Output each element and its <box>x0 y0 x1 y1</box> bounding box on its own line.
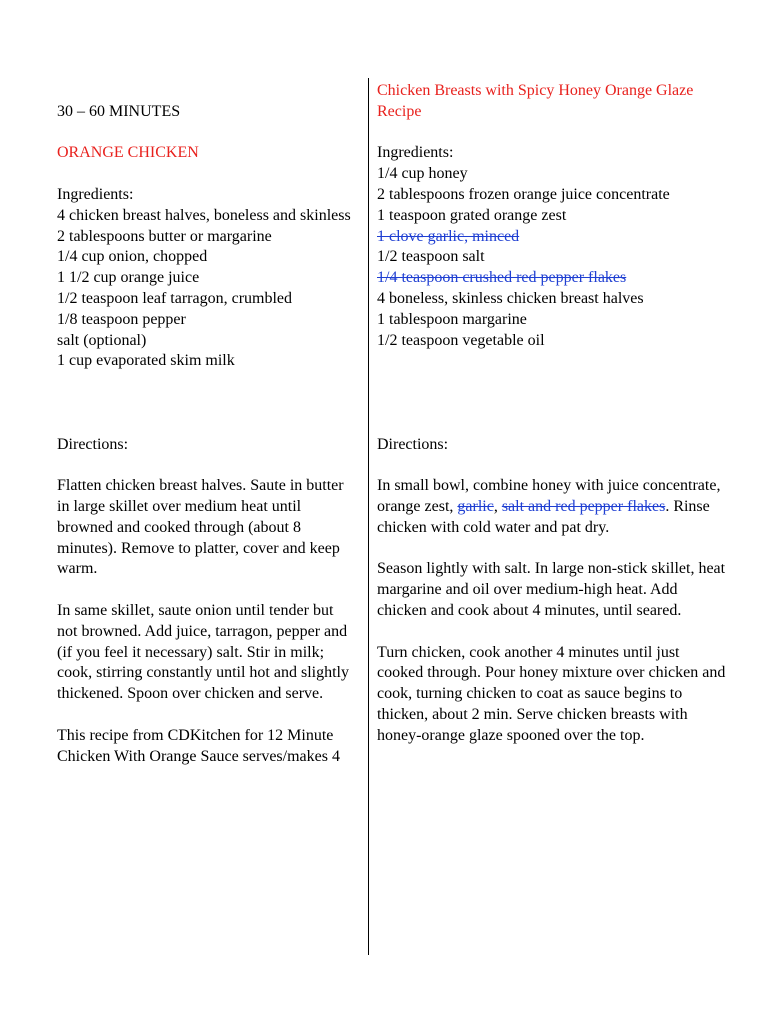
struck-text-garlic: garlic <box>457 497 494 515</box>
right-recipe-column <box>377 81 727 747</box>
direction-text: , <box>493 497 502 515</box>
ingredient-item: 1 1/2 cup orange juice <box>57 269 200 287</box>
ingredient-item: salt (optional) <box>57 331 147 349</box>
left-recipe-column <box>57 81 357 767</box>
ingredient-item: 1/4 cup onion, chopped <box>57 248 208 266</box>
ingredient-item-struck: 1/4 teaspoon crushed red pepper flakes <box>377 269 627 287</box>
recipe-source-note: This recipe from CDKitchen for 12 Minute Chicken With Orange Sauce serves/makes 4 <box>57 726 340 765</box>
directions-heading: Directions: <box>57 435 129 453</box>
ingredient-item: 4 boneless, skinless chicken breast halves <box>377 289 644 307</box>
ingredient-item: 2 tablespoons butter or margarine <box>57 227 272 245</box>
column-divider <box>368 78 369 955</box>
ingredient-item: 1 tablespoon margarine <box>377 310 527 328</box>
direction-paragraph: Season lightly with salt. In large non-stick skillet, heat margarine and oil over medium-high heat. Add chicken and cook about 4 minutes, until seared. <box>377 560 726 619</box>
ingredient-item: 2 tablespoons frozen orange juice concentrate <box>377 185 670 203</box>
ingredients-heading: Ingredients: <box>377 144 454 162</box>
recipe-title-orange-chicken: ORANGE CHICKEN <box>57 144 199 162</box>
ingredient-item-struck: 1 clove garlic, minced <box>377 227 520 245</box>
direction-paragraph <box>377 476 727 538</box>
struck-text-salt-pepper: salt and red pepper flakes <box>501 497 666 515</box>
direction-text: In small bowl, combine honey with juice concentrate, orange zest, <box>377 477 721 515</box>
direction-paragraph: Turn chicken, cook another 4 minutes until just cooked through. Pour honey mixture over chicken and cook, turning chicken to coat as sauce begins to thicken, about 2 min. Serve chicken breasts with honey-orange glaze spooned over the top. <box>377 643 726 744</box>
ingredients-heading: Ingredients: <box>57 185 134 203</box>
ingredient-item: 1 teaspoon grated orange zest <box>377 206 567 224</box>
ingredient-item: 1/2 teaspoon vegetable oil <box>377 331 545 349</box>
directions-heading: Directions: <box>377 435 449 453</box>
direction-paragraph: In same skillet, saute onion until tender but not browned. Add juice, tarragon, pepper and (if you feel it necessary) salt. Stir in milk; cook, stirring constantly until hot and slightly thickened. Spoon over chicken and serve. <box>57 601 349 703</box>
ingredient-item: 1/2 teaspoon salt <box>377 248 485 266</box>
ingredient-item: 1/4 cup honey <box>377 165 468 183</box>
ingredient-item: 1 cup evaporated skim milk <box>57 352 235 370</box>
ingredient-item: 1/8 teaspoon pepper <box>57 310 186 328</box>
ingredient-item: 4 chicken breast halves, boneless and skinless <box>57 206 351 224</box>
ingredient-item: 1/2 teaspoon leaf tarragon, crumbled <box>57 289 293 307</box>
direction-paragraph: Flatten chicken breast halves. Saute in butter in large skillet over medium heat until browned and cooked through (about 8 minutes). Remove to platter, cover and keep warm. <box>57 477 344 578</box>
cook-time: 30 – 60 MINUTES <box>57 102 181 120</box>
recipe-title-honey-orange-glaze: Chicken Breasts with Spicy Honey Orange Glaze Recipe <box>377 82 698 120</box>
direction-text: . Rinse chicken with cold water and pat dry. <box>377 497 710 536</box>
